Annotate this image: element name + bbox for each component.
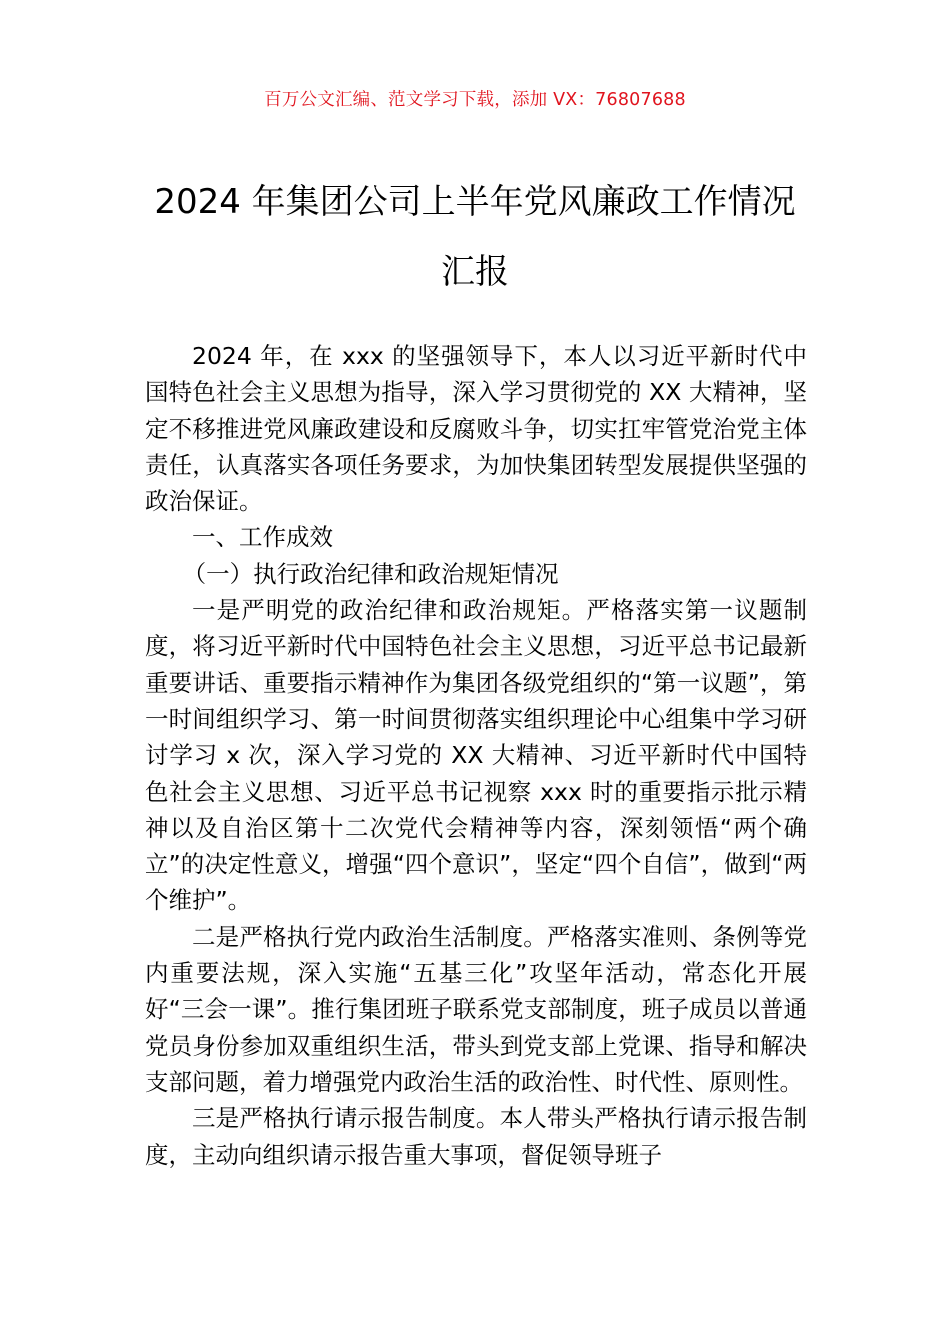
- subsection-heading: （一）执行政治纪律和政治规矩情况: [182, 559, 559, 588]
- body-paragraph-2: 二是严格执行党内政治生活制度。严格落实准则、条例等党内重要法规，深入实施“五基三化”攻坚年活动，常态化开展好“三会一课”。推行集团班子联系党支部制度，班子成员以普通党员身份参加双重组织生活，带头到党支部上党课、指导和解决支部问题，着力增强党内政治生活的政治性、时代性、原则性。: [145, 922, 807, 1096]
- body-paragraph-1: 一是严明党的政治纪律和政治规矩。严格落实第一议题制度，将习近平新时代中国特色社会主义思想，习近平总书记最新重要讲话、重要指示精神作为集团各级党组织的“第一议题”，第一时间组织学习、第一时间贯彻落实组织理论中心组集中学习研讨学习 x 次，深入学习党的 XX 大精神、习近平新时代中国特色社会主义思想、习近平总书记视察 xxx 时的重要指示批示精神以及自治区第十二次党代会精神等内容，深刻领悟“两个确立”的决定性意义，增强“四个意识”，坚定“四个自信”，做到“两个维护”。: [145, 596, 807, 915]
- document-title-line2: 汇报: [441, 252, 509, 292]
- intro-paragraph: 2024 年，在 xxx 的坚强领导下，本人以习近平新时代中国特色社会主义思想为指导，深入学习贯彻党的 XX 大精神，坚定不移推进党风廉政建设和反腐败斗争，切实扛牢管党治党主体责任，认真落实各项任务要求，为加快集团转型发展提供坚强的政治保证。: [145, 342, 807, 516]
- document-body: [145, 338, 807, 1173]
- watermark-banner: 百万公文汇编、范文学习下载，添加 VX：76807688: [264, 90, 686, 110]
- section-heading: 一、工作成效: [192, 523, 333, 552]
- body-paragraph-3: 三是严格执行请示报告制度。本人带头严格执行请示报告制度，主动向组织请示报告重大事项，督促领导班子: [145, 1104, 807, 1169]
- document-title-line1: 2024 年集团公司上半年党风廉政工作情况: [154, 182, 796, 222]
